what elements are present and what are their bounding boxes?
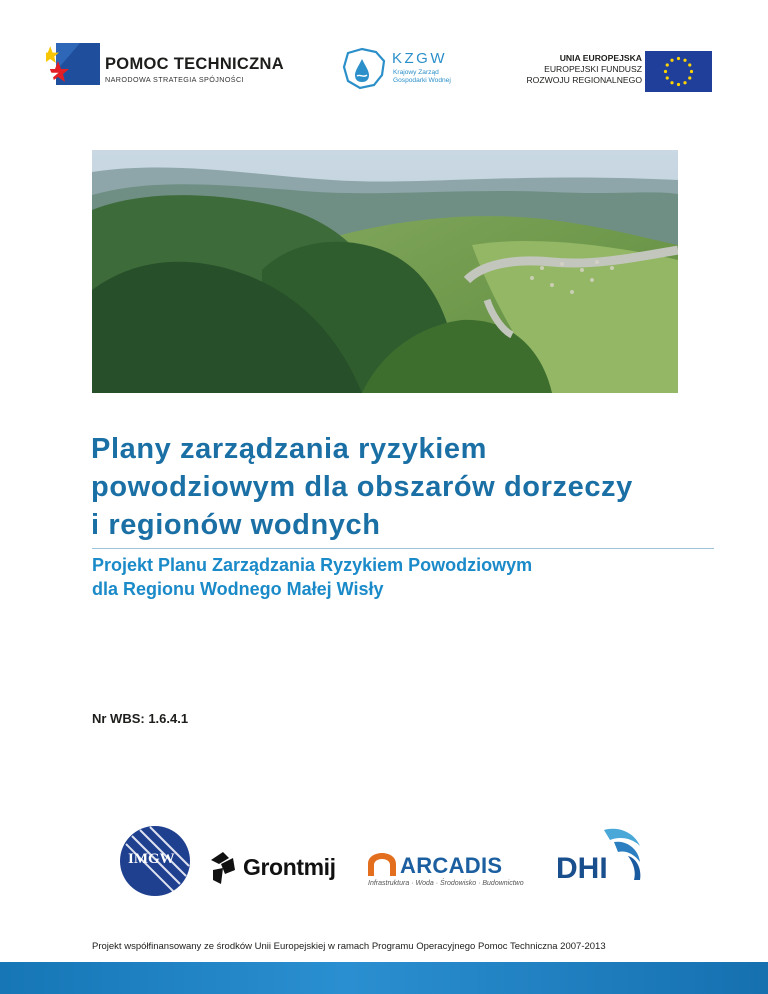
eu-star xyxy=(670,59,673,62)
arcadis-logo xyxy=(366,852,536,894)
document-subtitle xyxy=(92,553,712,601)
eu-star xyxy=(677,83,680,86)
bottom-band xyxy=(0,962,768,994)
eu-flag-icon xyxy=(645,51,712,92)
star-flag-icon xyxy=(46,41,102,93)
grontmij-logo xyxy=(207,848,347,888)
eu-star xyxy=(683,59,686,62)
pomoc-techniczna-logo xyxy=(46,41,306,93)
eu-star xyxy=(664,70,667,73)
eu-fund-text xyxy=(442,53,642,86)
document-subtitle-line1: Projekt Planu Zarządzania Ryzykiem Powodziowym xyxy=(92,555,533,575)
document-title-line3: i regionów wodnych xyxy=(91,509,381,541)
pomoc-techniczna-subtitle: NARODOWA STRATEGIA SPÓJNOŚCI xyxy=(105,75,244,84)
document-title xyxy=(91,430,731,544)
grontmij-name: Grontmij xyxy=(243,854,336,880)
eu-fund-line1: EUROPEJSKI FUNDUSZ xyxy=(544,64,642,74)
eu-star xyxy=(690,70,693,73)
dhi-text: DHI xyxy=(556,852,608,885)
arcadis-name: ARCADIS xyxy=(400,853,503,878)
eu-star xyxy=(683,81,686,84)
document-title-line1: Plany zarządzania ryzykiem xyxy=(91,433,488,465)
eu-fund-line2: ROZWOJU REGIONALNEGO xyxy=(526,75,642,85)
kzgw-subtitle-line1: Krajowy Zarząd xyxy=(393,69,439,76)
arcadis-tagline: Infrastruktura · Woda · Środowisko · Budownictwo xyxy=(368,880,524,887)
pomoc-techniczna-title: POMOC TECHNICZNA xyxy=(105,55,284,73)
grontmij-mark-icon xyxy=(207,850,239,886)
dhi-logo xyxy=(554,826,648,886)
wbs-number: Nr WBS: 1.6.4.1 xyxy=(92,711,189,726)
poland-map-icon xyxy=(340,47,388,91)
imgw-text: IMGW xyxy=(128,851,175,867)
document-subtitle-line2: dla Regionu Wodnego Małej Wisły xyxy=(92,579,384,599)
arcadis-arch-icon xyxy=(366,852,398,878)
eu-star xyxy=(670,81,673,84)
kzgw-subtitle-line2: Gospodarki Wodnej xyxy=(393,77,451,84)
eu-name: UNIA EUROPEJSKA xyxy=(559,53,642,63)
eu-star xyxy=(688,76,691,79)
cofinancing-note: Projekt współfinansowany ze środków Unii Europejskiej w ramach Programu Operacyjnego Pomoc Techniczna 2007-2013 xyxy=(92,941,606,952)
imgw-logo xyxy=(118,824,192,898)
kzgw-name: KZGW xyxy=(392,50,447,67)
eu-star xyxy=(677,57,680,60)
document-title-line2: powodziowym dla obszarów dorzeczy xyxy=(91,471,633,503)
eu-star xyxy=(666,76,669,79)
title-divider xyxy=(92,548,714,549)
eu-star xyxy=(666,63,669,66)
eu-star xyxy=(688,63,691,66)
mountain-landscape-photo xyxy=(92,150,678,393)
